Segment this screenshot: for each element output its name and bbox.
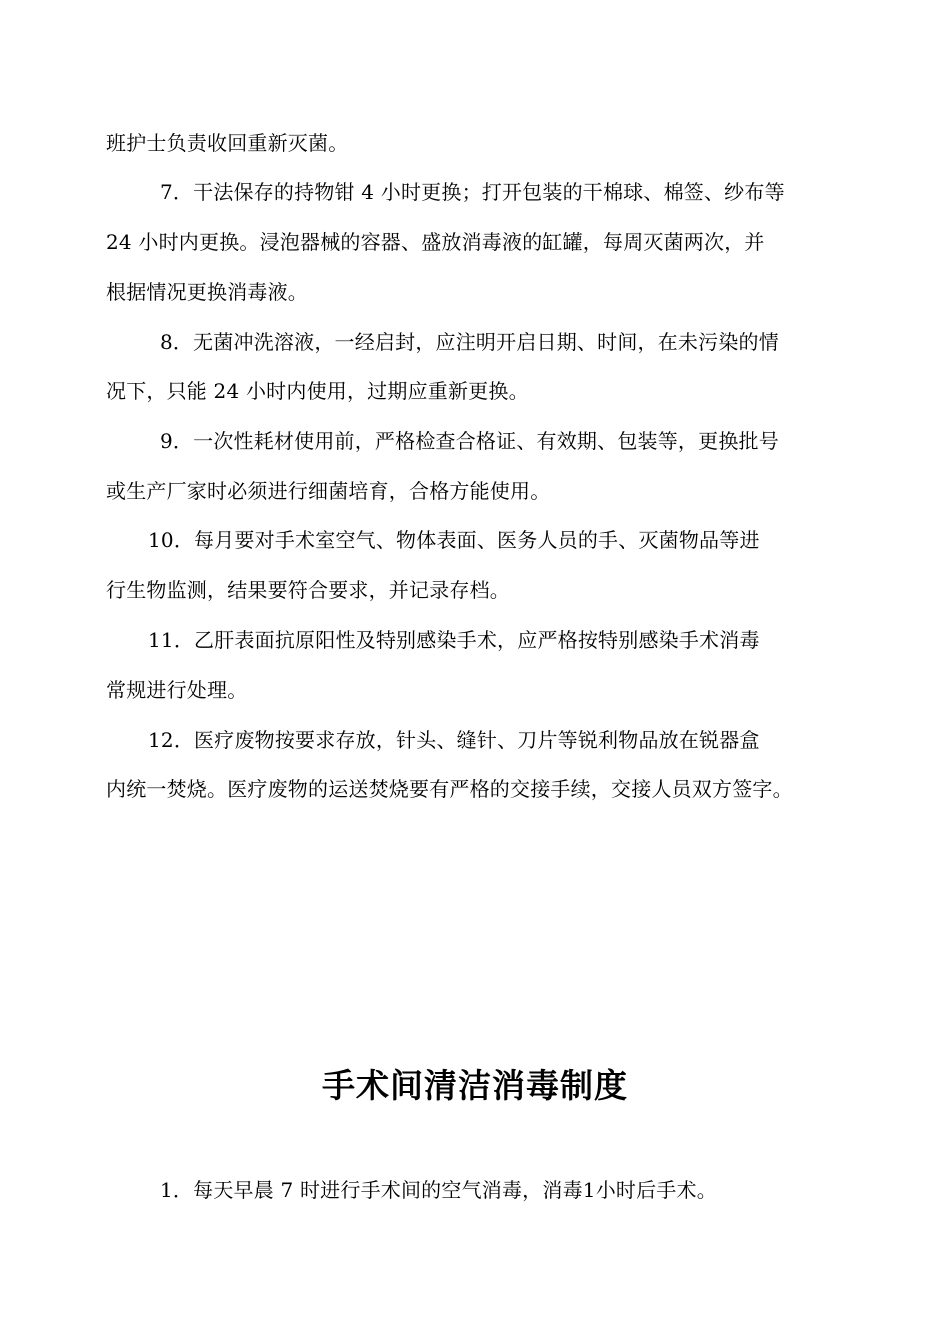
paragraph-line: 内统一焚烧。医疗废物的运送焚烧要有严格的交接手续，交接人员双方签字。 [106, 777, 793, 801]
paragraph-line: 1．每天早晨 7 时进行手术间的空气消毒，消毒1小时后手术。 [160, 1178, 717, 1202]
paragraph-line: 行生物监测，结果要符合要求，并记录存档。 [106, 578, 510, 602]
paragraph-line: 班护士负责收回重新灭菌。 [106, 131, 349, 155]
paragraph-line: 或生产厂家时必须进行细菌培育，合格方能使用。 [106, 479, 551, 503]
section-title: 手术间清洁消毒制度 [322, 1066, 628, 1105]
paragraph-line: 12．医疗废物按要求存放，针头、缝针、刀片等锐利物品放在锐器盒 [148, 728, 760, 752]
paragraph-line: 7．干法保存的持物钳 4 小时更换；打开包装的干棉球、棉签、纱布等 [160, 180, 785, 204]
paragraph-line: 10．每月要对手术室空气、物体表面、医务人员的手、灭菌物品等进 [148, 528, 760, 552]
paragraph-line: 11．乙肝表面抗原阳性及特别感染手术，应严格按特别感染手术消毒 [148, 628, 760, 652]
paragraph-line: 8．无菌冲洗溶液，一经启封，应注明开启日期、时间，在未污染的情 [160, 330, 779, 354]
paragraph-line: 9．一次性耗材使用前，严格检查合格证、有效期、包装等，更换批号 [160, 429, 779, 453]
paragraph-line: 常规进行处理。 [106, 678, 248, 702]
paragraph-line: 24 小时内更换。浸泡器械的容器、盛放消毒液的缸罐，每周灭菌两次，并 [106, 230, 765, 254]
paragraph-line: 况下，只能 24 小时内使用，过期应重新更换。 [106, 379, 529, 403]
paragraph-line: 根据情况更换消毒液。 [106, 280, 308, 304]
